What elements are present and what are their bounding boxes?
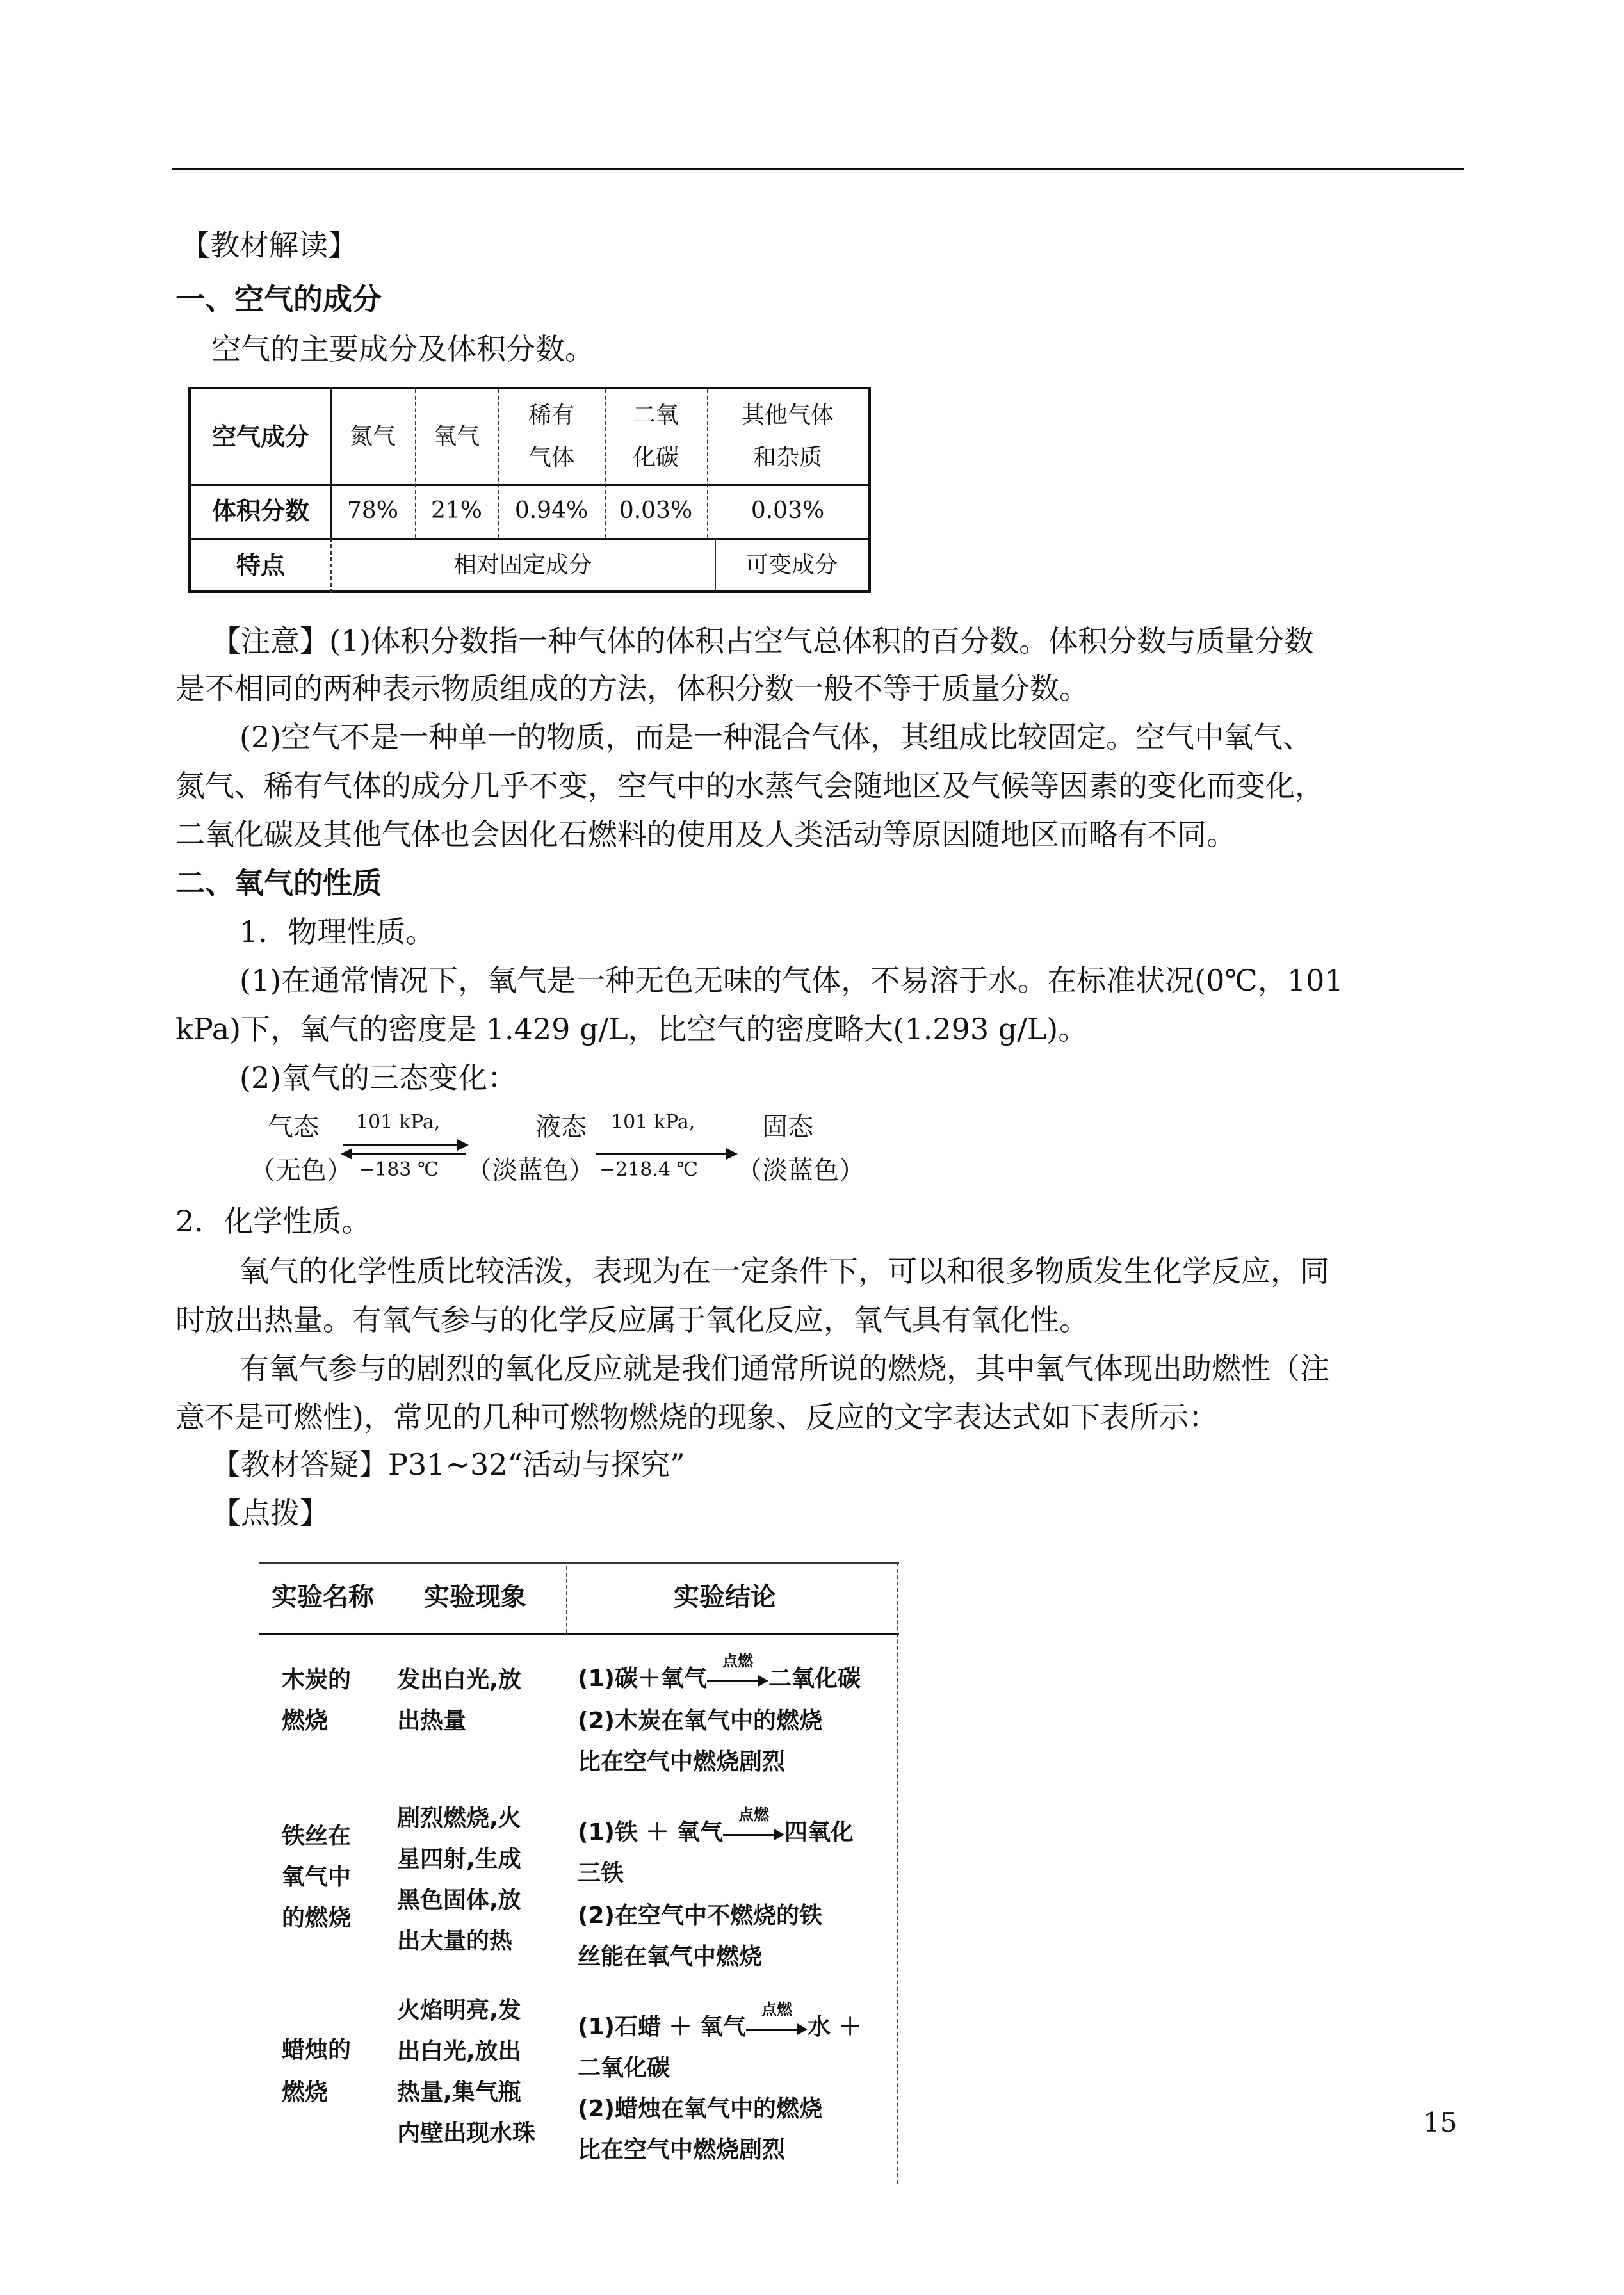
note2-line1: (2)空气不是一种单一的物质，而是一种混合气体，其组成比较固定。空气中氧气、: [240, 720, 1313, 754]
component-nitrogen: 氮气: [349, 423, 396, 450]
section1-intro: 空气的主要成分及体积分数。: [211, 332, 594, 366]
row-header-feature: 特点: [236, 551, 285, 580]
arrow-vaporize: [343, 1153, 466, 1155]
header-experiment-name: 实验名称: [272, 1582, 374, 1612]
hint-title: 【点拨】: [211, 1496, 329, 1530]
fraction-noble-gas: 0.94%: [514, 498, 589, 524]
reaction-arrow: 点燃: [707, 1670, 768, 1689]
header-phenomenon: 实验现象: [424, 1582, 526, 1612]
equation: (1)铁 ＋ 氧气 点燃 四氧化: [578, 1806, 854, 1845]
air-composition-table: [188, 387, 871, 593]
cond2-bottom: −218.4 ℃: [599, 1158, 699, 1181]
phys1-line2: kPa)下，氧气的密度是 1.429 g/L，比空气的密度略大(1.293 g/L)。: [175, 1012, 1088, 1046]
feature-variable: 可变成分: [745, 552, 838, 578]
state-solid: 固态: [762, 1112, 813, 1142]
note2-line2: 氮气、稀有气体的成分几乎不变，空气中的水蒸气会随地区及气候等因素的变化而变化，: [175, 768, 1324, 803]
cond1-bottom: −183 ℃: [359, 1158, 439, 1181]
phys2: (2)氧气的三态变化：: [240, 1060, 517, 1095]
section-label: 【教材解读】: [181, 228, 357, 263]
fraction-other: 0.03%: [751, 498, 825, 524]
equation: (1)石蜡 ＋ 氧气 点燃 水 ＋: [578, 2000, 862, 2040]
component-oxygen: 氧气: [433, 423, 480, 450]
row-header-fraction: 体积分数: [211, 497, 309, 525]
page-number: 15: [1423, 2107, 1458, 2138]
state-solid-color: （淡蓝色）: [736, 1156, 865, 1185]
fraction-co2: 0.03%: [619, 498, 693, 524]
header-conclusion: 实验结论: [674, 1582, 776, 1612]
reaction-arrow: 点燃: [723, 1824, 784, 1843]
phys1-line1: (1)在通常情况下，氧气是一种无色无味的气体，不易溶于水。在标准状况(0℃，101: [240, 963, 1344, 998]
experiment-table: 实验名称 实验现象 实验结论 木炭的 燃烧 发出白光,放 出热量 (1)碳＋氧气 点燃 二氧化碳 (2)木炭在氧气中的燃烧 比在空气中燃烧剧烈 铁丝在 氧气中 的燃烧 剧烈燃烧,火 星四射,生成 黑色固体,放 出大量的热 (1)铁 ＋ 氧气 点燃 四氧化 三铁 (2)在空气中不燃烧的铁 丝能在氧气中燃烧 蜡烛的 燃烧 火焰明亮,发 出白光,放出 热量,集气瓶 内壁出现水珠 (1)石蜡 ＋ 氧气 点燃 水 ＋ 二氧化碳 (2)蜡烛在氧气中的燃烧 比在空气中燃烧剧烈: [259, 1562, 905, 2184]
component-noble-gas: 稀有 气体: [528, 402, 574, 471]
note1-line1: 【注意】(1)体积分数指一种气体的体积占空气总体积的百分数。体积分数与质量分数: [211, 624, 1314, 658]
chemical-title: 2．化学性质。: [175, 1204, 371, 1238]
physical-title: 1．物理性质。: [240, 914, 435, 949]
row-header-component: 空气成分: [211, 423, 309, 451]
feature-fixed: 相对固定成分: [453, 552, 592, 578]
arrow-solidify: [596, 1153, 735, 1155]
chem1-line2: 时放出热量。有氧气参与的化学反应属于氧化反应，氧气具有氧化性。: [175, 1302, 1089, 1337]
component-other: 其他气体 和杂质: [741, 402, 834, 471]
note1-line2: 是不相同的两种表示物质组成的方法，体积分数一般不等于质量分数。: [175, 671, 1089, 706]
section2-title: 二、氧气的性质: [175, 866, 382, 900]
note2-line3: 二氧化碳及其他气体也会因化石燃料的使用及人类活动等原因随地区而略有不同。: [175, 817, 1236, 852]
cond1-top: 101 kPa,: [356, 1111, 441, 1133]
qa-title: 【教材答疑】P31~32“活动与探究”: [211, 1447, 685, 1482]
state-liquid: 液态: [535, 1112, 587, 1142]
component-co2: 二氧 化碳: [632, 402, 679, 471]
fraction-oxygen: 21%: [430, 498, 482, 524]
arrow-liquefy: [343, 1144, 466, 1146]
cond2-top: 101 kPa,: [611, 1111, 695, 1133]
state-gas: 气态: [268, 1112, 319, 1142]
chem2-line1: 有氧气参与的剧烈的氧化反应就是我们通常所说的燃烧，其中氧气体现出助燃性（注: [240, 1351, 1329, 1386]
reaction-arrow: 点燃: [746, 2018, 808, 2038]
fraction-nitrogen: 78%: [346, 498, 398, 524]
equation: (1)碳＋氧气 点燃 二氧化碳: [578, 1652, 861, 1692]
section1-title: 一、空气的成分: [175, 282, 382, 316]
header-rule: [172, 168, 1464, 170]
state-liquid-color: （淡蓝色）: [466, 1156, 594, 1185]
chem1-line1: 氧气的化学性质比较活泼，表现为在一定条件下，可以和很多物质发生化学反应，同: [240, 1254, 1329, 1288]
chem2-line2: 意不是可燃性)，常见的几种可燃物燃烧的现象、反应的文字表达式如下表所示：: [175, 1400, 1218, 1434]
state-gas-color: （无色）: [250, 1156, 352, 1185]
